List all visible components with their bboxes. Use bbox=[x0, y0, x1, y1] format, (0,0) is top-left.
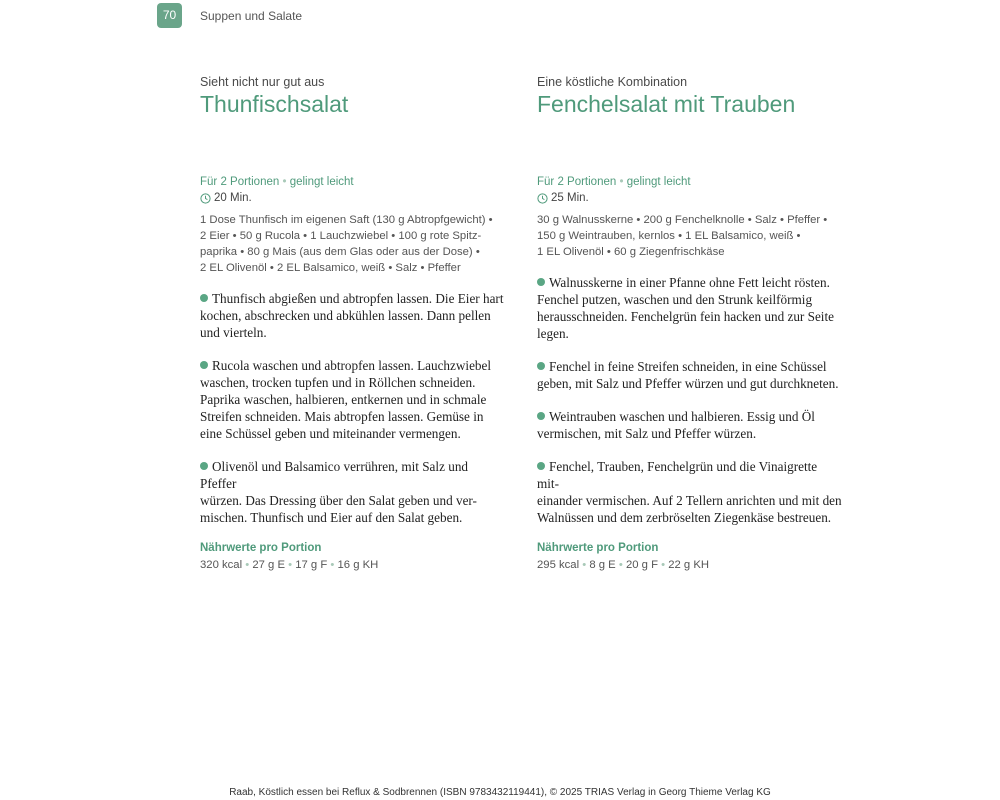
step-line: Olivenöl und Balsamico verrühren, mit Salz und Pfeffer bbox=[200, 459, 469, 491]
step-line: Fenchel putzen, waschen und den Strunk keilförmig bbox=[537, 292, 813, 307]
nutrition-value: 22 g KH bbox=[668, 559, 710, 571]
ingredient-line: paprika • 80 g Mais (aus dem Glas oder aus der Dose) • bbox=[200, 246, 480, 258]
recipe-title: Thunfischsalat bbox=[200, 91, 349, 117]
separator-dot: • bbox=[616, 176, 627, 188]
nutrition-label: Nährwerte pro Portion bbox=[537, 542, 659, 554]
recipe-title: Fenchelsalat mit Trauben bbox=[537, 91, 796, 117]
preparation-step bbox=[537, 408, 842, 442]
recipe-kicker: Eine köstliche Kombination bbox=[537, 75, 688, 89]
separator-dot: • bbox=[327, 559, 338, 571]
preparation-steps bbox=[537, 274, 842, 526]
bullet-dot-icon bbox=[200, 462, 208, 470]
footer-citation: Raab, Köstlich essen bei Reflux & Sodbrennen (ISBN 9783432119441), © 2025 TRIAS Verlag in Georg Thieme Verlag KG bbox=[229, 787, 771, 798]
page-number-badge: 70 bbox=[157, 3, 182, 28]
recipe-meta bbox=[537, 174, 842, 190]
recipe-time bbox=[537, 190, 842, 206]
step-line: legen. bbox=[537, 326, 569, 341]
nutrition-value: 295 kcal bbox=[537, 559, 580, 571]
step-line: geben, mit Salz und Pfeffer würzen und gut durchkneten. bbox=[537, 376, 839, 391]
step-line: Weintrauben waschen und halbieren. Essig und Öl bbox=[549, 409, 815, 424]
nutrition-value: 8 g E bbox=[589, 559, 616, 571]
preparation-step bbox=[200, 357, 505, 442]
step-line: Thunfisch abgießen und abtropfen lassen. Die Eier hart bbox=[212, 291, 504, 306]
recipe-meta bbox=[200, 174, 505, 190]
ingredient-line: 2 Eier • 50 g Rucola • 1 Lauchzwiebel • 100 g rote Spitz- bbox=[200, 230, 482, 242]
step-line: mischen. Thunfisch und Eier auf den Salat geben. bbox=[200, 510, 463, 525]
nutrition-label: Nährwerte pro Portion bbox=[200, 542, 322, 554]
separator-dot: • bbox=[615, 559, 626, 571]
step-line: Walnüssen und dem zerbröselten Ziegenkäse bestreuen. bbox=[537, 510, 832, 525]
bullet-dot-icon bbox=[537, 412, 545, 420]
ingredient-list bbox=[200, 212, 505, 276]
step-line: vermischen, mit Salz und Pfeffer würzen. bbox=[537, 426, 757, 441]
recipe-kicker: Sieht nicht nur gut aus bbox=[200, 75, 325, 89]
step-line: Fenchel, Trauben, Fenchelgrün und die Vinaigrette mit- bbox=[537, 459, 818, 491]
difficulty-label: gelingt leicht bbox=[626, 176, 691, 188]
separator-dot: • bbox=[279, 176, 290, 188]
nutrition-value: 27 g E bbox=[252, 559, 285, 571]
step-line: Walnusskerne in einer Pfanne ohne Fett leicht rösten. bbox=[549, 275, 830, 290]
preparation-step bbox=[537, 458, 842, 526]
bullet-dot-icon bbox=[200, 294, 208, 302]
preparation-steps bbox=[200, 290, 505, 526]
separator-dot: • bbox=[657, 559, 669, 571]
ingredient-line: 1 Dose Thunfisch im eigenen Saft (130 g Abtropfgewicht) • bbox=[200, 214, 493, 226]
ingredient-line: 2 EL Olivenöl • 2 EL Balsamico, weiß • Salz • Pfeffer bbox=[200, 262, 461, 274]
separator-dot: • bbox=[284, 559, 296, 571]
recipe-column bbox=[200, 74, 505, 574]
ingredient-list bbox=[537, 212, 842, 260]
time-value: 20 Min. bbox=[214, 192, 252, 204]
step-line: herausschneiden. Fenchelgrün fein hacken und zur Seite bbox=[537, 309, 834, 324]
time-value: 25 Min. bbox=[551, 192, 589, 204]
nutrition-value: 20 g F bbox=[625, 559, 658, 571]
bullet-dot-icon bbox=[200, 361, 208, 369]
preparation-step bbox=[537, 274, 842, 342]
step-line: eine Schüssel geben und miteinander vermengen. bbox=[200, 426, 461, 441]
portions-label: Für 2 Portionen bbox=[200, 176, 280, 188]
ingredient-line: 150 g Weintrauben, kernlos • 1 EL Balsamico, weiß • bbox=[537, 230, 801, 242]
preparation-step bbox=[200, 458, 505, 526]
nutrition-value: 17 g F bbox=[295, 559, 328, 571]
running-head: Suppen und Salate bbox=[200, 9, 303, 23]
nutrition-values bbox=[537, 556, 842, 574]
clock-icon bbox=[200, 193, 211, 204]
step-line: waschen, trocken tupfen und in Röllchen schneiden. bbox=[200, 375, 476, 390]
nutrition-value: 16 g KH bbox=[337, 559, 379, 571]
bullet-dot-icon bbox=[537, 362, 545, 370]
preparation-step bbox=[200, 290, 505, 341]
step-line: Paprika waschen, halbieren, entkernen und in schmale bbox=[200, 392, 487, 407]
ingredient-line: 1 EL Olivenöl • 60 g Ziegenfrischkäse bbox=[537, 246, 725, 258]
recipe-column bbox=[537, 74, 842, 574]
nutrition-value: 320 kcal bbox=[200, 559, 243, 571]
portions-label: Für 2 Portionen bbox=[537, 176, 617, 188]
step-line: Fenchel in feine Streifen schneiden, in eine Schüssel bbox=[549, 359, 827, 374]
step-line: einander vermischen. Auf 2 Tellern anrichten und mit den bbox=[537, 493, 842, 508]
separator-dot: • bbox=[242, 559, 253, 571]
bullet-dot-icon bbox=[537, 278, 545, 286]
step-line: Streifen schneiden. Mais abtropfen lassen. Gemüse in bbox=[200, 409, 484, 424]
nutrition-values bbox=[200, 556, 505, 574]
step-line: würzen. Das Dressing über den Salat geben und ver- bbox=[200, 493, 477, 508]
recipe-time bbox=[200, 190, 505, 206]
step-line: kochen, abschrecken und abkühlen lassen. Dann pellen bbox=[200, 308, 491, 323]
ingredient-line: 30 g Walnusskerne • 200 g Fenchelknolle • Salz • Pfeffer • bbox=[537, 214, 828, 226]
step-line: Rucola waschen und abtropfen lassen. Lauchzwiebel bbox=[212, 358, 492, 373]
step-line: und vierteln. bbox=[200, 325, 267, 340]
difficulty-label: gelingt leicht bbox=[289, 176, 354, 188]
bullet-dot-icon bbox=[537, 462, 545, 470]
preparation-step bbox=[537, 358, 842, 392]
separator-dot: • bbox=[579, 559, 590, 571]
clock-icon bbox=[537, 193, 548, 204]
